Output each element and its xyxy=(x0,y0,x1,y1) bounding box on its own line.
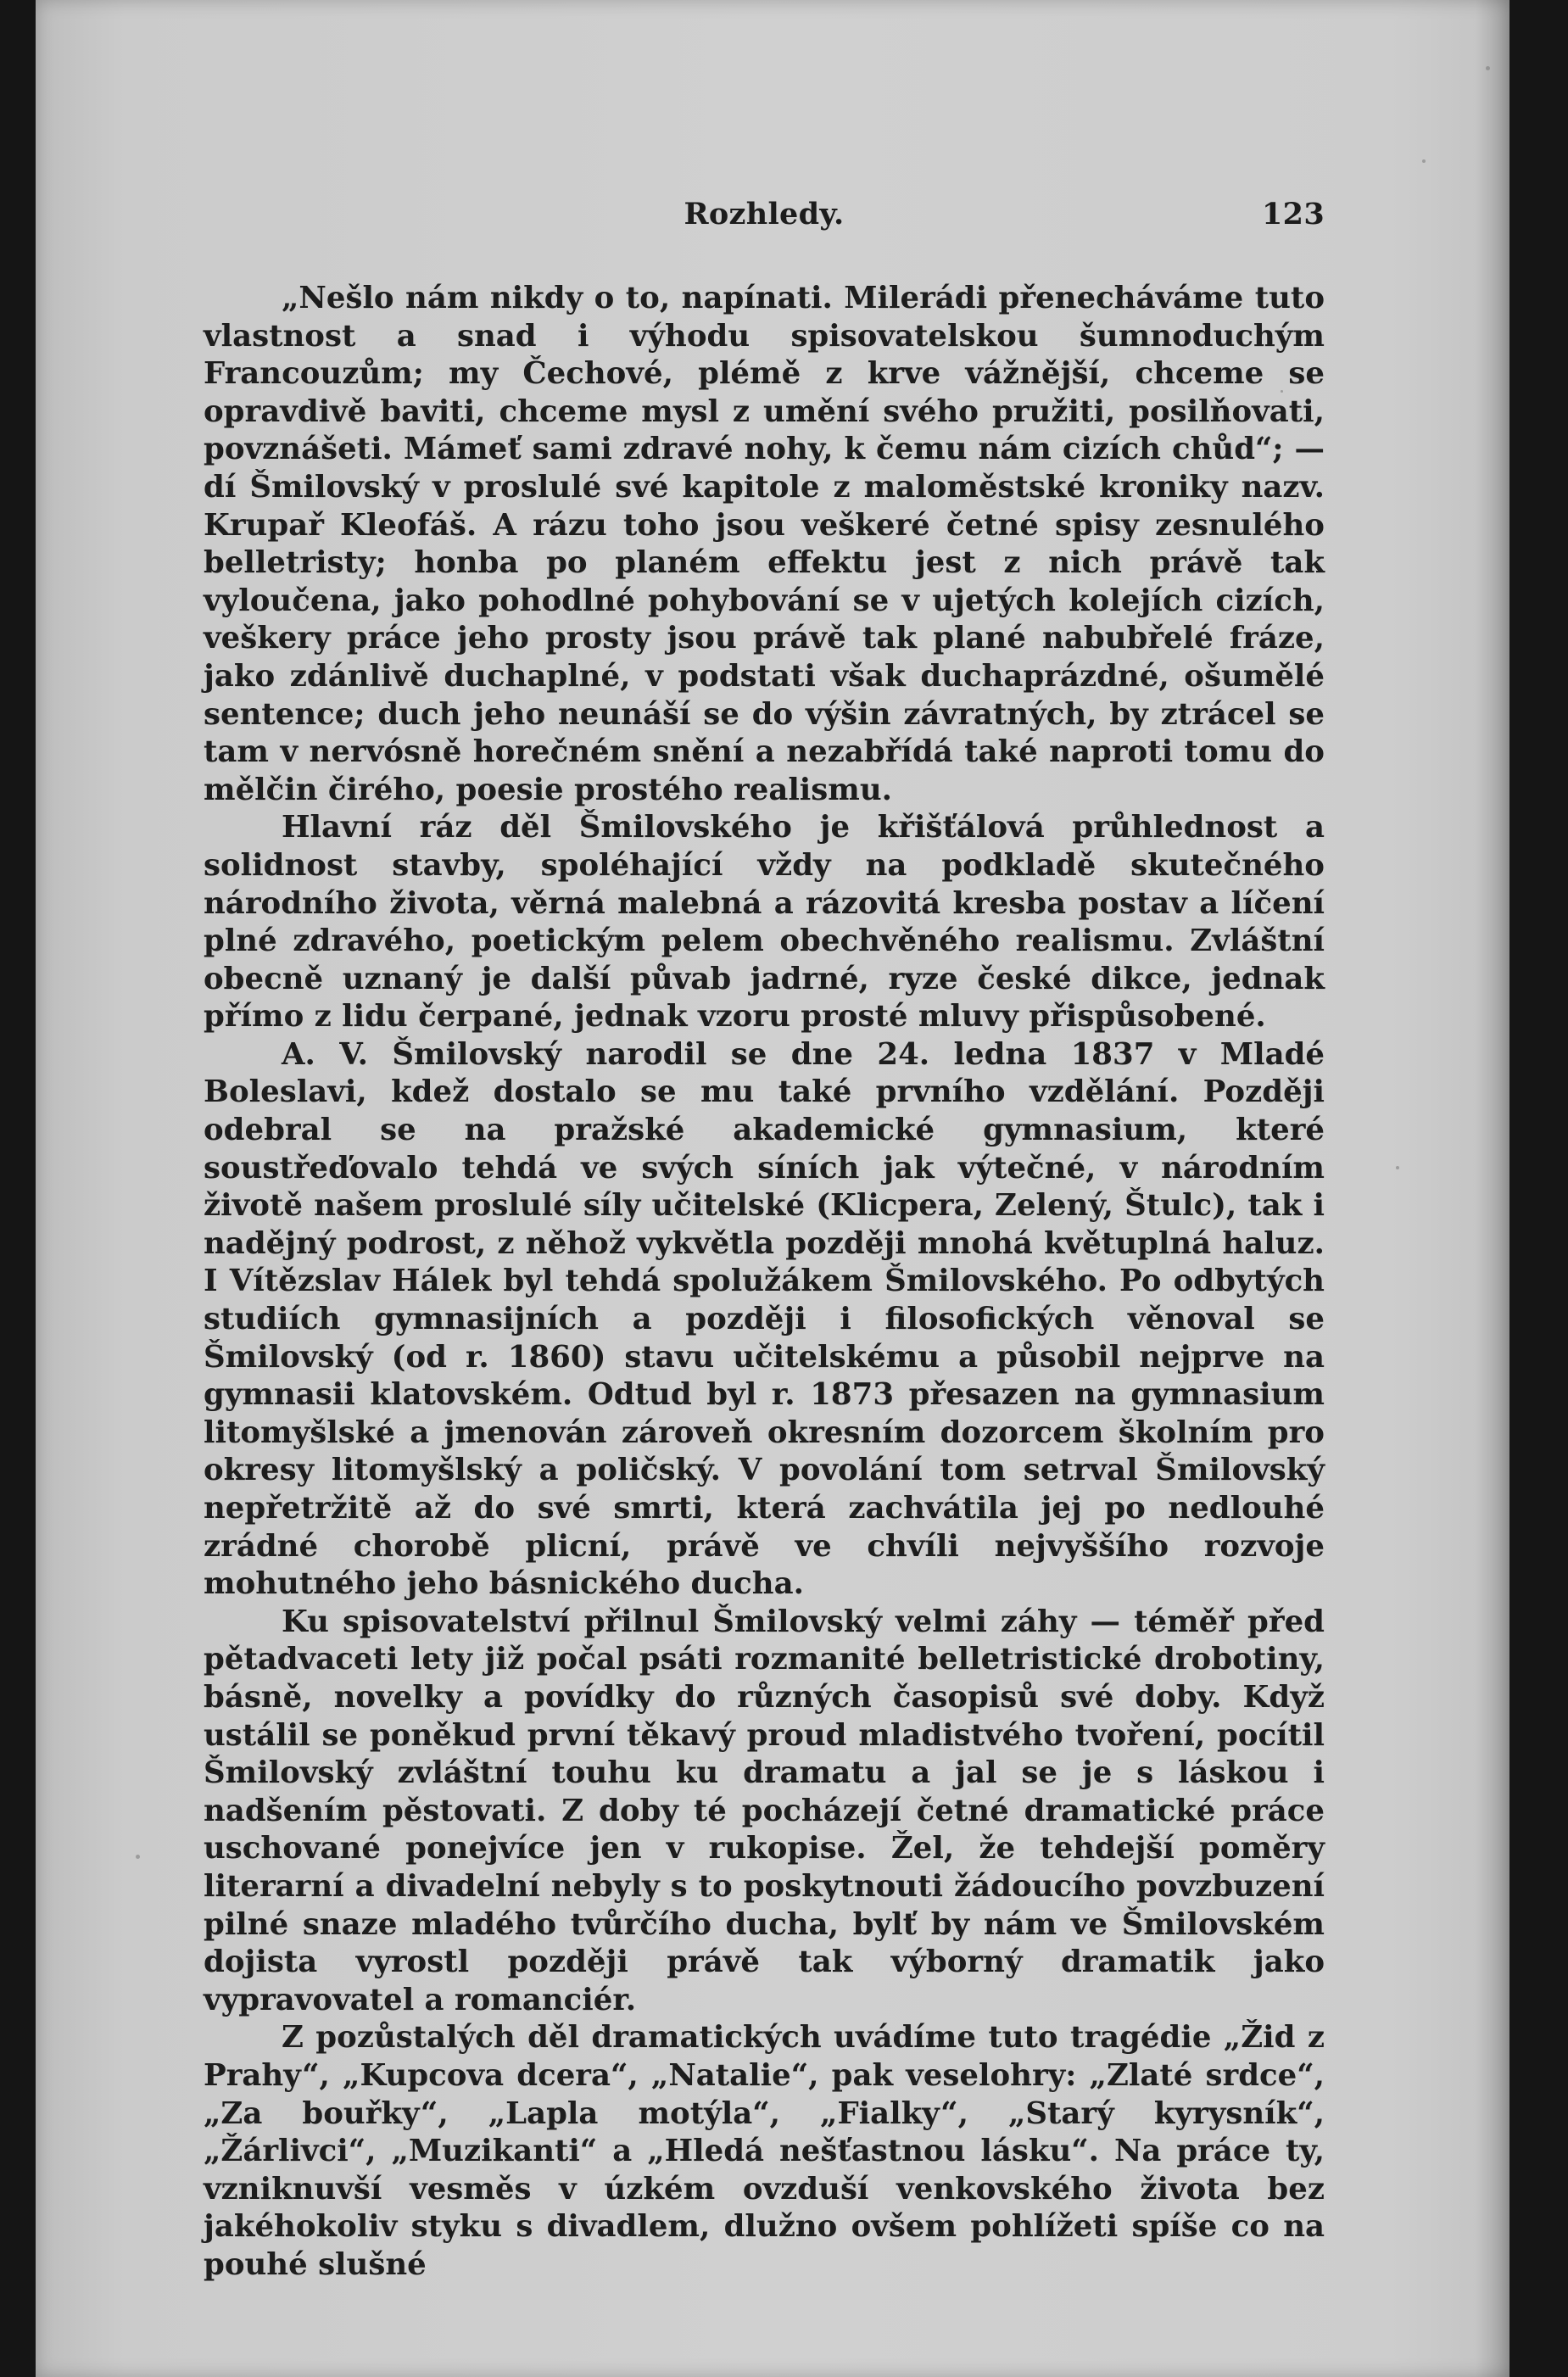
paragraph-5: Z pozůstalých děl dramatických uvádíme tuto tragédie „Žid z Prahy“, „Kupcova dcera“, „Natalie“, pak veselohry: „Zlaté srdce“, „Za bouřky“, „Lapla motýla“, „Fialky“, „Starý kyrysník“, „Žárlivci“, „Muzikanti“ a „Hledá nešťastnou lásku“. Na práce ty, vzniknuvší vesměs v úzkém ovzduší venkovského života bez jakéhokoliv styku s divadlem, dlužno ovšem pohlížeti spíše co na pouhé slušné xyxy=(204,2020,1325,2282)
page-number: 123 xyxy=(1262,197,1325,232)
scan-speck xyxy=(1422,159,1426,163)
scan-speck xyxy=(136,1855,140,1859)
scan-speck xyxy=(1486,66,1490,70)
paragraph-4: Ku spisovatelství přilnul Šmilovský velmi záhy — téměř před pětadvaceti lety již počal psáti rozmanité belletristické drobotiny, básně, novelky a povídky do různých časopisů své doby. Když ustálil se poněkud první těkavý proud mladistvého tvoření, pocítil Šmilovský zvláštní touhu ku dramatu a jal se je s láskou i nadšením pěstovati. Z doby té pocházejí četné dramatické práce uschované ponejvíce jen v rukopise. Žel, že tehdejší poměry literarní a divadelní nebyly s to poskytnouti žádoucího povzbuzení pilné snaze mladého tvůrčího ducha, bylť by nám ve Šmilovském dojista vyrostl později právě tak výborný dramatik jako vypravovatel a romanciér. xyxy=(204,1604,1325,2017)
running-head: Rozhledy. xyxy=(684,197,845,232)
scan-speck xyxy=(1396,1166,1399,1169)
page-header xyxy=(204,197,1325,248)
paragraph-3: A. V. Šmilovský narodil se dne 24. ledna 1837 v Mladé Boleslavi, kdež dostalo se mu také prvního vzdělání. Později odebral se na pražské akademické gymnasium, které soustřeďovalo tehdá ve svých síních jak výtečné, v národním životě našem proslulé síly učitelské (Klicpera, Zelený, Štulc), tak i nadějný podrost, z něhož vykvětla později mnohá květuplná haluz. I Vítězslav Hálek byl tehdá spolužákem Šmilovského. Po odbytých studiích gymnasijních a později i filosofických věnoval se Šmilovský (od r. 1860) stavu učitelskému a působil nejprve na gymnasii klatovském. Odtud byl r. 1873 přesazen na gymnasium litomyšlské a jmenován zároveň okresním dozorcem školním pro okresy litomyšlský a poličský. V povolání tom setrval Šmilovský nepřetržitě až do své smrti, která zachvátila jej po nedlouhé zrádné chorobě plicní, právě ve chvíli nejvyššího rozvoje mohutného jeho básnického ducha. xyxy=(204,1036,1325,1602)
body-text xyxy=(204,280,1325,2284)
paragraph-1: „Nešlo nám nikdy o to, napínati. Milerádi přenecháváme tuto vlastnost a snad i výhodu spisovatelskou šumnoduchým Francouzům; my Čechové, plémě z krve vážnější, chceme se opravdivě baviti, chceme mysl z umění svého pružiti, posilňovati, povznášeti. Mámeť sami zdravé nohy, k čemu nám cizích chůd“; — dí Šmilovský v proslulé své kapitole z maloměstské kroniky nazv. Krupař Kleofáš. A rázu toho jsou veškeré četné spisy zesnulého belletristy; honba po planém effektu jest z nich právě tak vyloučena, jako pohodlné pohybování se v ujetých kolejích cizích, veškery práce jeho prosty jsou právě tak plané nabubřelé fráze, jako zdánlivě duchaplné, v podstati však duchaprázdné, ošumělé sentence; duch jeho neunáší se do výšin závratných, by ztrácel se tam v nervósně horečném snění a nezabřídá také naproti tomu do mělčin čirého, poesie prostého realismu. xyxy=(204,281,1325,807)
page-edge-shadow xyxy=(1476,0,1509,2377)
paragraph-2: Hlavní ráz děl Šmilovského je křišťálová průhlednost a solidnost stavby, spoléhající vždy na podkladě skutečného národního života, věrná malebná a rázovitá kresba postav a líčení plné zdravého, poetickým pelem obechvěného realismu. Zvláštní obecně uznaný je další půvab jadrné, ryze české dikce, jednak přímo z lidu čerpané, jednak vzoru prosté mluvy přispůsobené. xyxy=(204,810,1325,1035)
book-page xyxy=(36,0,1509,2377)
